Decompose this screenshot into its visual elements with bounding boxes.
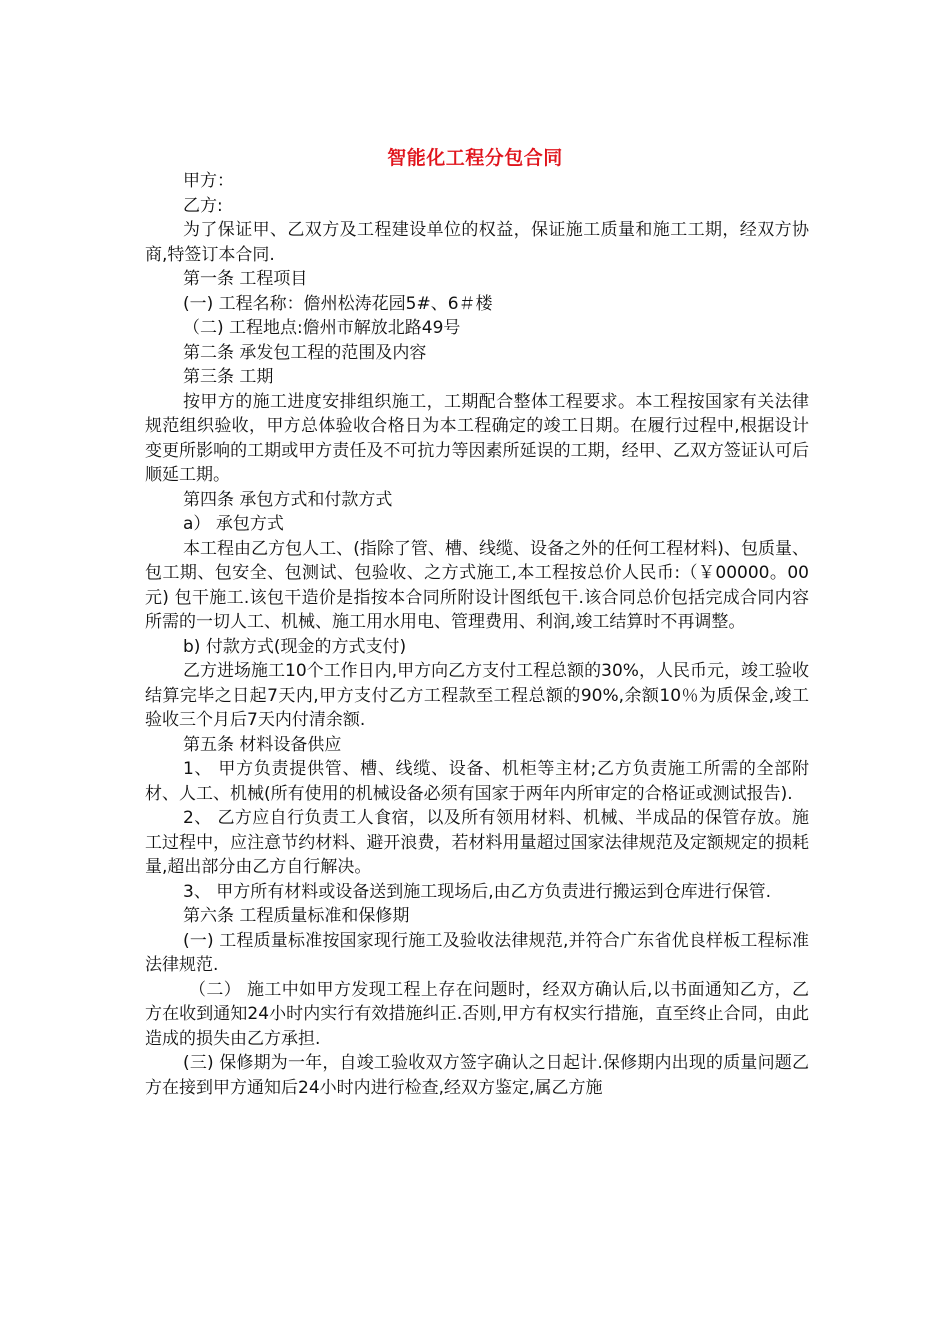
schedule-paragraph: 按甲方的施工进度安排组织施工，工期配合整体工程要求。本工程按国家有关法律规范组织验收，甲方总体验收合格日为本工程确定的竣工日期。在履行过程中,根据设计变更所影响的工期或甲方责任及不可抗力等因素所延误的工期，经甲、乙双方签证认可后顺延工期。 <box>145 391 809 485</box>
payment-paragraph: 乙方进场施工10个工作日内,甲方向乙方支付工程总额的30%，人民币元，竣工验收结算完毕之日起7天内,甲方支付乙方工程款至工程总额的90%,余额10％为质保金,竣工验收三个月后7天内付清余额. <box>145 661 809 730</box>
document-body <box>145 169 809 1100</box>
project-location-line: （二) 工程地点:儋州市解放北路49号 <box>183 318 461 338</box>
payment-mode-heading: b) 付款方式(现金的方式支付) <box>183 636 407 657</box>
article-1-heading: 第一条 工程项目 <box>183 269 308 289</box>
material-clause-2: 2、 乙方应自行负责工人食宿，以及所有领用材料、机械、半成品的保管存放。施工过程中，应注意节约材料、避开浪费，若材料用量超过国家法律规范及定额规定的损耗量,超出部分由乙方自行解决。 <box>145 808 809 877</box>
project-name-line: (一) 工程名称：儋州松涛花园5#、6＃楼 <box>183 293 493 314</box>
document-title: 智能化工程分包合同 <box>387 147 563 169</box>
article-3-heading: 第三条 工期 <box>183 367 274 387</box>
quality-clause-1: (一) 工程质量标准按国家现行施工及验收法律规范,并符合广东省优良样板工程标准法律规范. <box>145 930 809 975</box>
preamble-paragraph: 为了保证甲、乙双方及工程建设单位的权益，保证施工质量和施工工期，经双方协商,特签订本合同. <box>145 220 809 265</box>
article-5-heading: 第五条 材料设备供应 <box>183 734 342 755</box>
article-4-heading: 第四条 承包方式和付款方式 <box>183 489 393 510</box>
party-a-line: 甲方： <box>183 171 234 191</box>
warranty-clause: (三) 保修期为一年，自竣工验收双方签字确认之日起计.保修期内出现的质量问题乙方在接到甲方通知后24小时内进行检查,经双方鉴定,属乙方施 <box>145 1053 809 1098</box>
quality-clause-2: （二） 施工中如甲方发现工程上存在问题时，经双方确认后,以书面通知乙方，乙方在收到通知24小时内实行有效措施纠正.否则,甲方有权实行措施，直至终止合同，由此造成的损失由乙方承担. <box>145 979 809 1049</box>
contract-mode-paragraph: 本工程由乙方包人工、(指除了管、槽、线缆、设备之外的任何工程材料)、包质量、包工期、包安全、包测试、包验收、之方式施工,本工程按总价人民币:（￥00000。00元) 包干施工.该包干造价是指按本合同所附设计图纸包干.该合同总价包括完成合同内容所需的一切人工、机械、施工用水用电、管理费用、利润,竣工结算时不再调整。 <box>145 538 809 632</box>
material-clause-3: 3、 甲方所有材料或设备送到施工现场后,由乙方负责进行搬运到仓库进行保管. <box>183 881 772 902</box>
article-6-heading: 第六条 工程质量标准和保修期 <box>183 906 410 926</box>
party-b-line: 乙方: <box>183 195 223 216</box>
article-2-heading: 第二条 承发包工程的范围及内容 <box>183 342 427 363</box>
contract-mode-heading: a） 承包方式 <box>183 514 284 534</box>
material-clause-1: 1、 甲方负责提供管、槽、线缆、设备、机柜等主材;乙方负责施工所需的全部附材、人工、机械(所有使用的机械设备必须有国家于两年内所审定的合格证或测试报告). <box>145 759 809 804</box>
